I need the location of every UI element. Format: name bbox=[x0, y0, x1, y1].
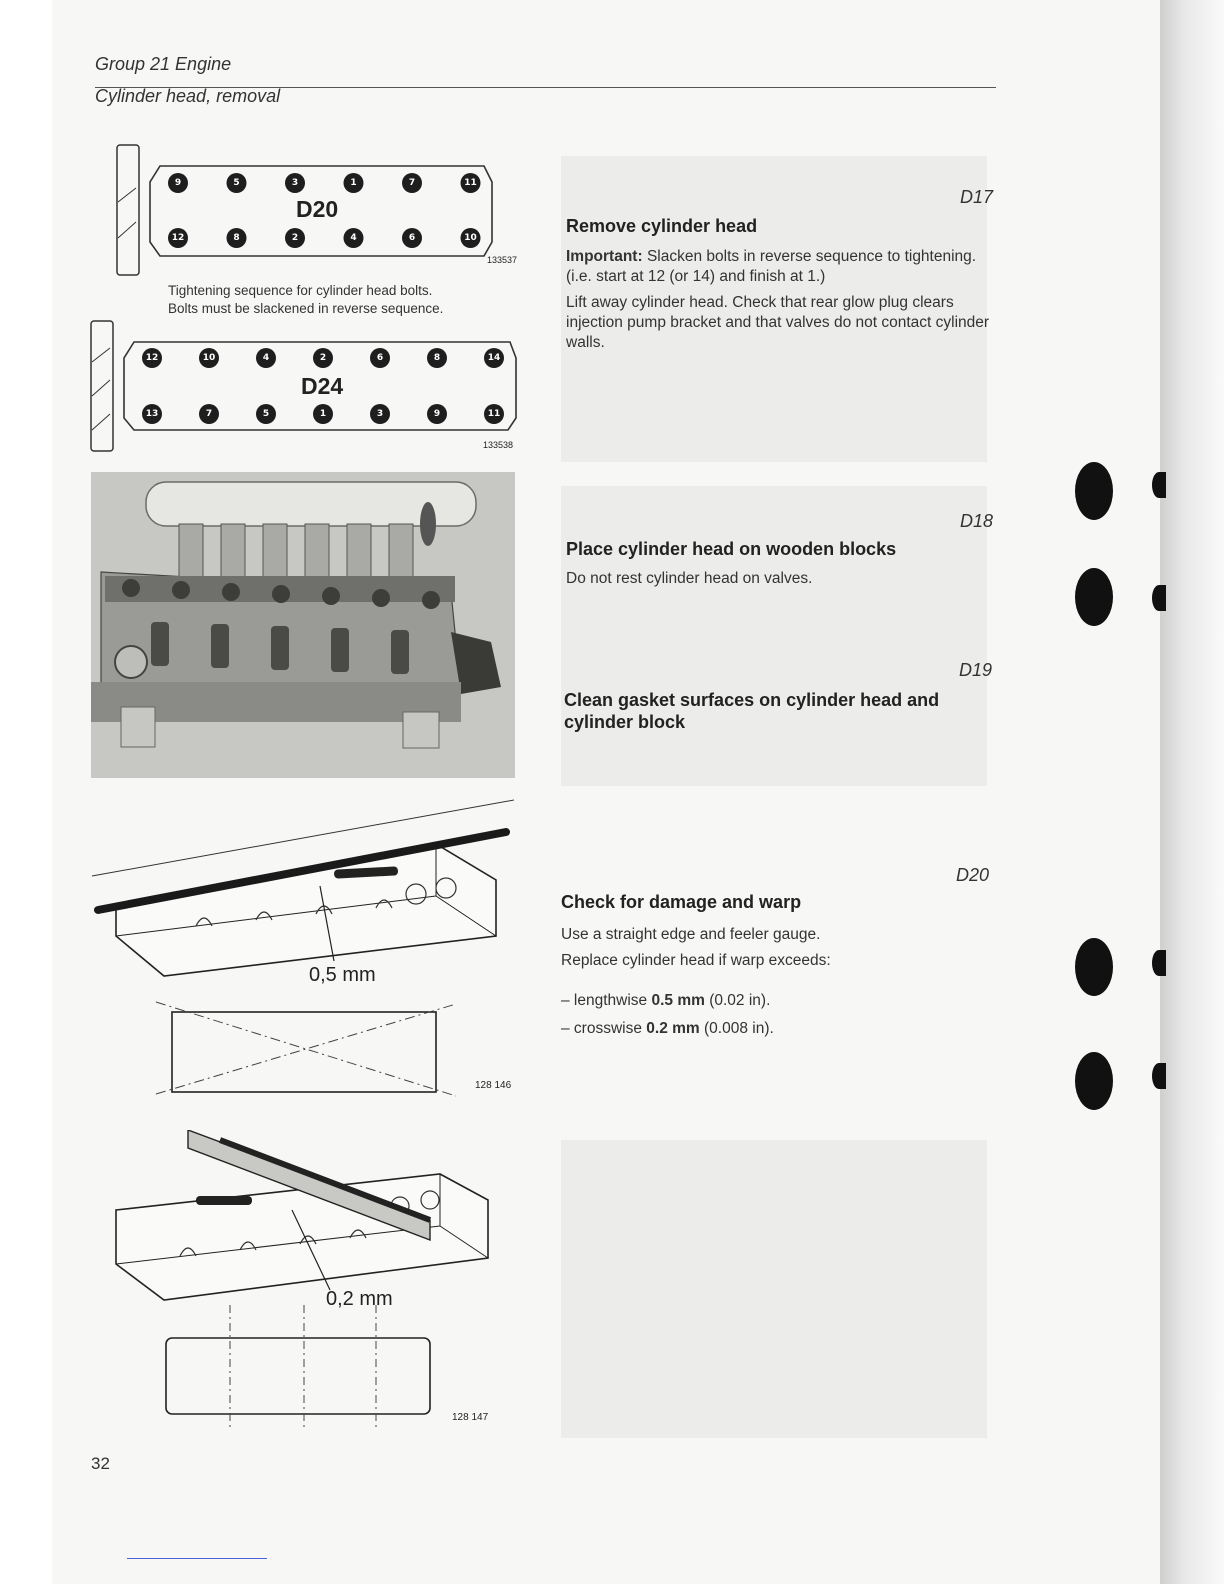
d20-bolt-number: 8 bbox=[233, 233, 240, 243]
warp-crosswise-drawing bbox=[100, 1130, 500, 1430]
step-title-d19: Clean gasket surfaces on cylinder head and cylinder block bbox=[564, 690, 940, 732]
d24-diagram-label: D24 bbox=[301, 373, 344, 399]
important-label: Important: bbox=[566, 248, 643, 265]
section-header: Cylinder head, removal bbox=[95, 86, 281, 106]
d20-bolt-number: 7 bbox=[408, 178, 416, 188]
lengthwise-measure-label: 0,5 mm bbox=[309, 964, 376, 986]
binder-hole-edge-3 bbox=[1152, 950, 1166, 976]
binder-hole-edge-4 bbox=[1152, 1063, 1166, 1089]
step-d20-item-lengthwise bbox=[561, 991, 770, 1011]
warp-lengthwise-drawing bbox=[86, 796, 514, 1102]
d20-bolt-number: 11 bbox=[464, 178, 477, 188]
d24-bolt-number: 5 bbox=[262, 409, 270, 419]
page-number: 32 bbox=[91, 1454, 110, 1473]
page-left-margin bbox=[0, 0, 52, 1584]
step-panel-d18-d19 bbox=[561, 486, 987, 786]
d24-bolt-number: 11 bbox=[487, 409, 501, 419]
binder-hole-1 bbox=[1075, 462, 1113, 520]
d20-bolt-number: 1 bbox=[350, 178, 357, 188]
step-d20-line1: Use a straight edge and feeler gauge. bbox=[561, 926, 821, 943]
d24-bolt-number: 1 bbox=[319, 409, 327, 419]
cylinder-head-photo bbox=[91, 472, 515, 778]
step-d20-item-crosswise bbox=[561, 1019, 774, 1039]
group-header: Group 21 Engine bbox=[95, 54, 232, 74]
lengthwise-prefix: – lengthwise bbox=[561, 992, 652, 1009]
binder-hole-4 bbox=[1075, 1052, 1113, 1110]
step-code-d17: D17 bbox=[960, 187, 994, 207]
step-panel-blank bbox=[561, 1140, 987, 1438]
d24-bolt-number: 7 bbox=[205, 409, 213, 419]
binder-hole-edge-1 bbox=[1152, 472, 1166, 498]
d20-bolt-number: 2 bbox=[291, 233, 299, 243]
page-right-edge bbox=[1160, 0, 1224, 1584]
lengthwise-figure-number: 128 146 bbox=[475, 1080, 512, 1091]
binder-hole-3 bbox=[1075, 938, 1113, 996]
d24-bolt-number: 4 bbox=[262, 353, 270, 363]
d20-figure-number: 133537 bbox=[487, 255, 518, 265]
d24-bolt-number: 8 bbox=[433, 353, 441, 363]
d24-bolt-number: 14 bbox=[487, 353, 501, 363]
lengthwise-suffix: (0.02 in). bbox=[704, 992, 771, 1009]
d20-bolt-number: 12 bbox=[171, 233, 185, 243]
step-title-d17: Remove cylinder head bbox=[566, 216, 758, 236]
binder-hole-edge-2 bbox=[1152, 585, 1166, 611]
d20-bolt-number: 3 bbox=[291, 178, 299, 188]
step-body-d17: Lift away cylinder head. Check that rear glow plug clears injection pump bracket and that valves do not contact cylinder walls. bbox=[566, 294, 990, 351]
d20-bolt-number: 4 bbox=[350, 233, 357, 243]
d20-bolt-number: 6 bbox=[408, 233, 416, 243]
d24-bolt-number: 6 bbox=[376, 353, 384, 363]
important-text: Slacken bolts in reverse sequence to tightening. (i.e. start at 12 (or 14) and finish at 1.) bbox=[566, 248, 977, 285]
binder-hole-2 bbox=[1075, 568, 1113, 626]
step-title-d18: Place cylinder head on wooden blocks bbox=[566, 539, 897, 559]
d20-bolt-number: 9 bbox=[174, 178, 182, 188]
d24-bolt-number: 13 bbox=[145, 409, 159, 419]
crosswise-figure-number: 128 147 bbox=[452, 1412, 489, 1423]
crosswise-value: 0.2 mm bbox=[646, 1020, 700, 1037]
d20-diagram-label: D20 bbox=[296, 196, 339, 222]
step-code-d20: D20 bbox=[956, 865, 990, 885]
bottom-link-underline bbox=[127, 1558, 267, 1559]
step-important-d17 bbox=[566, 247, 996, 287]
d24-bolt-number: 9 bbox=[433, 409, 441, 419]
d20-bolt-number: 10 bbox=[464, 233, 477, 243]
bolt-caption-line1: Tightening sequence for cylinder head bolts. bbox=[168, 283, 433, 298]
d24-bolt-number: 3 bbox=[376, 409, 384, 419]
step-code-d19: D19 bbox=[959, 660, 993, 680]
lengthwise-value: 0.5 mm bbox=[651, 992, 705, 1009]
step-body-d18: Do not rest cylinder head on valves. bbox=[566, 570, 813, 587]
d24-bolt-number: 12 bbox=[145, 353, 159, 363]
d24-bolt-number: 2 bbox=[319, 353, 327, 363]
crosswise-suffix: (0.008 in). bbox=[699, 1020, 774, 1037]
crosswise-measure-label: 0,2 mm bbox=[326, 1288, 393, 1310]
d24-bolt-number: 10 bbox=[202, 353, 216, 363]
step-d20-line2: Replace cylinder head if warp exceeds: bbox=[561, 952, 831, 969]
d24-figure-number: 133538 bbox=[483, 440, 514, 450]
crosswise-prefix: – crosswise bbox=[561, 1020, 647, 1037]
step-code-d18: D18 bbox=[960, 511, 994, 531]
step-title-d20: Check for damage and warp bbox=[561, 892, 802, 912]
bolt-caption-line2: Bolts must be slackened in reverse sequence. bbox=[168, 301, 444, 316]
d20-bolt-number: 5 bbox=[233, 178, 240, 188]
